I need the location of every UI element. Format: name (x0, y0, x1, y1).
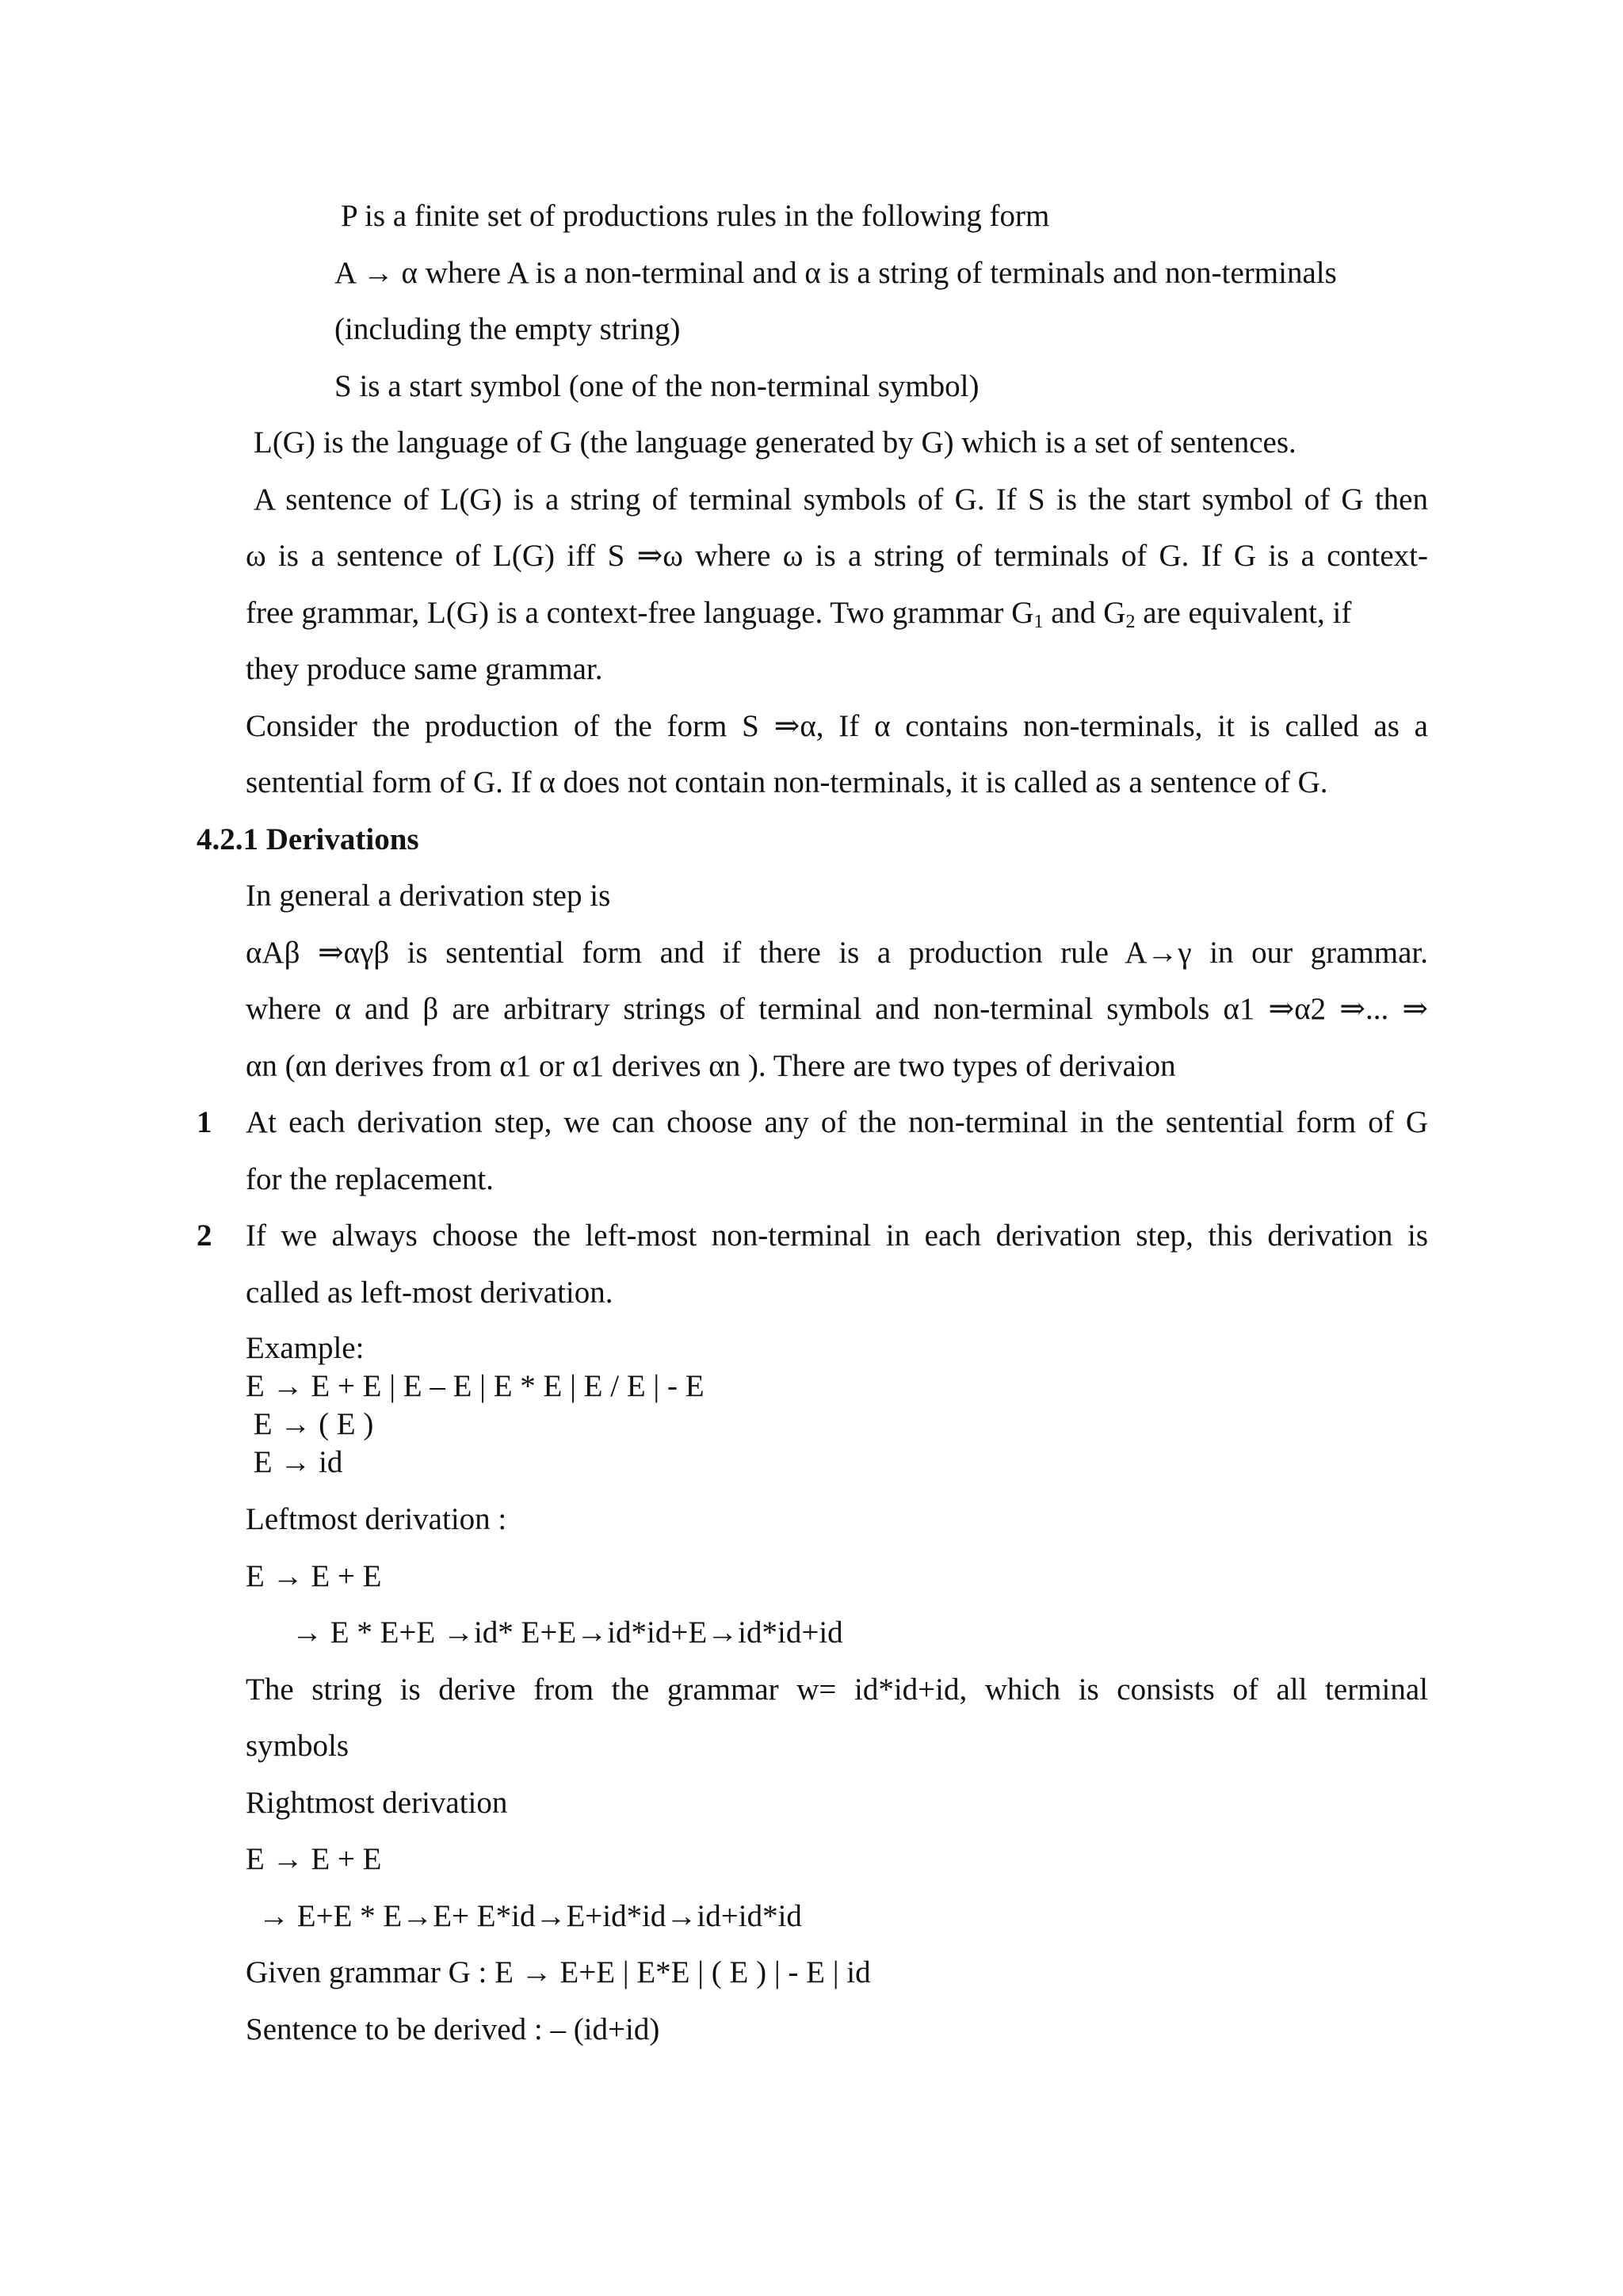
text-line: S is a start symbol (one of the non-terminal symbol) (334, 369, 980, 403)
text-line: ω is a sentence of L(G) iff S ⇒ω where ω is a string of terminals of G. If G is a context- (246, 539, 1428, 573)
example-label: Example: (246, 1331, 365, 1365)
grammar-rule: E → id (246, 1445, 343, 1479)
derivation-step: E → E + E (246, 1559, 382, 1593)
text-line: A sentence of L(G) is a string of terminal symbols of G. If S is the start symbol of G then (254, 482, 1428, 517)
text-line: L(G) is the language of G (the language generated by G) which is a set of sentences. (254, 425, 1296, 460)
text-line: Leftmost derivation : (246, 1502, 507, 1536)
text-line: A → α where A is a non-terminal and α is a string of terminals and non-terminals (334, 256, 1337, 290)
grammar-rule: E → E + E | E – E | E * E | E / E | - E (246, 1369, 705, 1403)
text-line: In general a derivation step is (246, 879, 611, 913)
text-line: Rightmost derivation (246, 1786, 508, 1820)
text-fragment: and G (1043, 596, 1126, 630)
justified-line (334, 254, 1428, 293)
text-line: sentential form of G. If α does not contain non-terminals, it is called as a sentence of G. (246, 765, 1328, 799)
text-fragment: are equivalent, if (1135, 596, 1352, 630)
subscript: 2 (1125, 612, 1136, 632)
text-line: for the replacement. (246, 1162, 494, 1196)
derivation-step: → E+E * E→E+ E*id→E+id*id→id+id*id (258, 1899, 802, 1933)
grammar-rule: E → ( E ) (246, 1407, 374, 1441)
list-item: At each derivation step, we can choose any of the non-terminal in the sentential form of G (246, 1105, 1428, 1139)
text-line: Given grammar G : E → E+E | E*E | ( E ) | - E | id (246, 1955, 871, 1989)
subscript: 1 (1033, 612, 1044, 632)
derivation-step: E → E + E (246, 1842, 382, 1876)
section-heading: 4.2.1 Derivations (197, 822, 419, 856)
list-number: 1 (197, 1105, 212, 1139)
derivation-step: → E * E+E →id* E+E→id*id+E→id*id+id (292, 1615, 843, 1650)
text-line (246, 593, 1351, 633)
text-line: Sentence to be derived : – (id+id) (246, 2012, 660, 2046)
text-line: αn (αn derives from α1 or α1 derives αn ). There are two types of derivaion (246, 1049, 1176, 1083)
text-line: (including the empty string) (334, 312, 681, 346)
text-fragment: free grammar, L(G) is a context-free language. Two grammar G (246, 596, 1034, 630)
list-number: 2 (197, 1219, 212, 1253)
text-line: they produce same grammar. (246, 652, 603, 686)
text-line: called as left-most derivation. (246, 1276, 613, 1310)
text-line: P is a finite set of productions rules in the following form (341, 199, 1050, 233)
text-line: αAβ ⇒αγβ is sentential form and if there is a production rule A→γ in our grammar. (246, 936, 1428, 970)
text-line: symbols (246, 1729, 349, 1763)
list-item: If we always choose the left-most non-terminal in each derivation step, this derivation is (246, 1219, 1428, 1253)
text-line: Consider the production of the form S ⇒α, If α contains non-terminals, it is called as a (246, 709, 1428, 743)
text-line: where α and β are arbitrary strings of terminal and non-terminal symbols α1 ⇒α2 ⇒... ⇒ (246, 992, 1428, 1026)
text-line: The string is derive from the grammar w= id*id+id, which is consists of all terminal (246, 1672, 1428, 1707)
